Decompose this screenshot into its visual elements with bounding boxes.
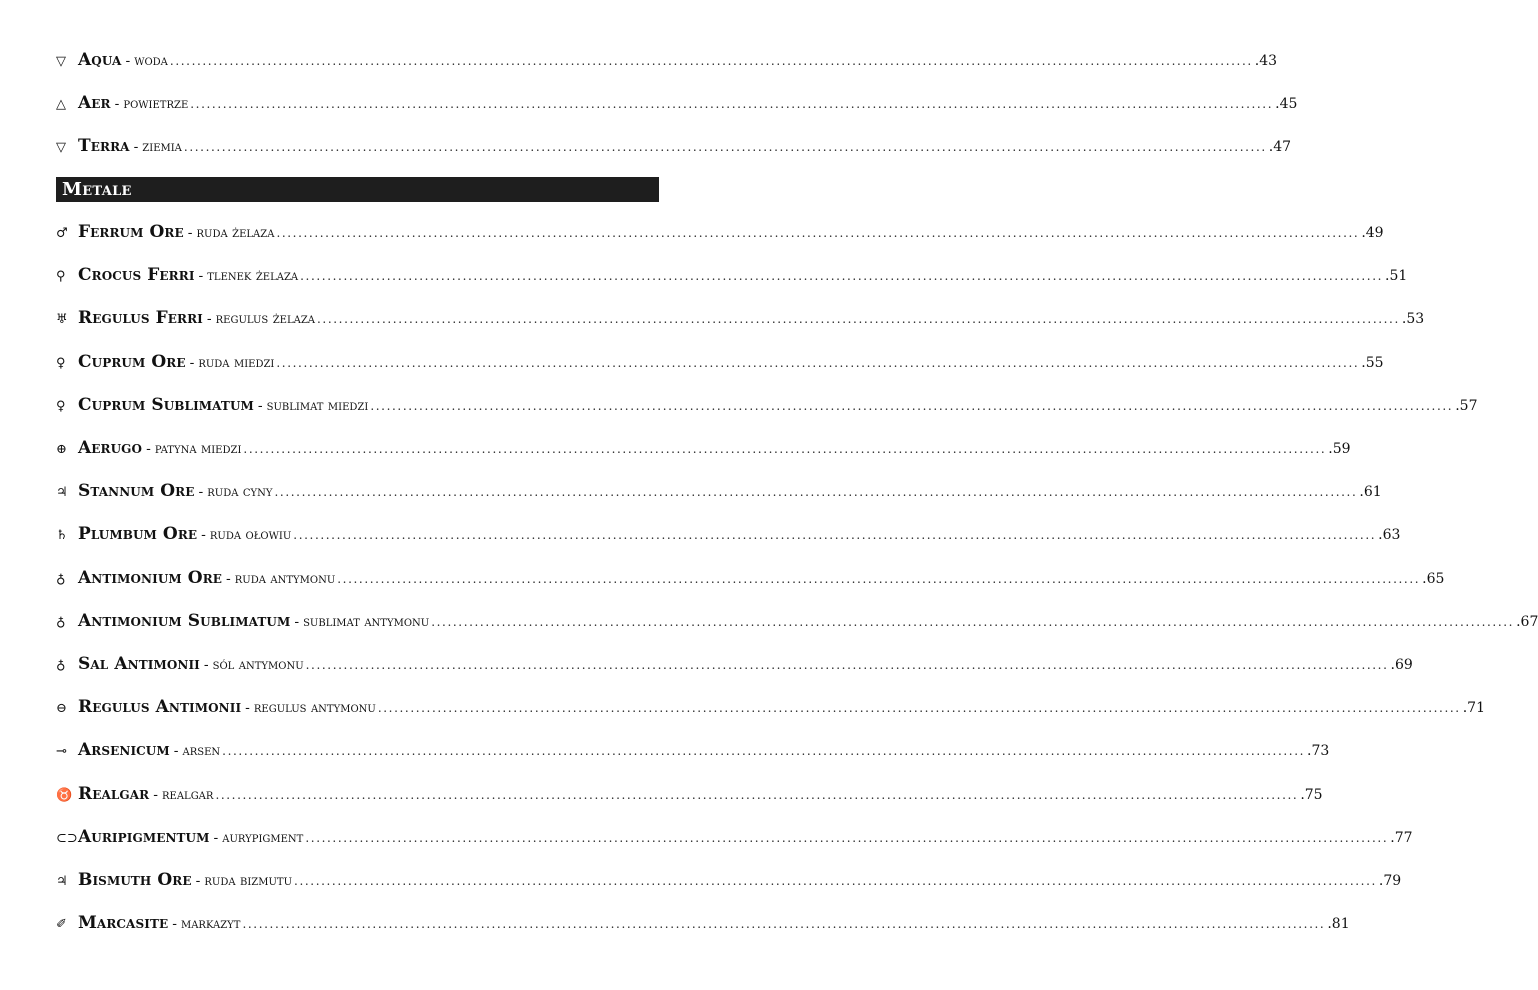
entry-page-number: .79 <box>1378 873 1402 889</box>
toc-entry[interactable] <box>56 610 1538 635</box>
dot-leader: ........................................................................................................................................................................................................ <box>183 140 1267 154</box>
entry-separator: - <box>114 96 120 112</box>
entry-page-number: .53 <box>1401 311 1425 328</box>
entry-page-number: .61 <box>1359 484 1382 501</box>
entry-separator: - <box>187 225 193 241</box>
toc-entry[interactable] <box>56 438 1351 462</box>
entry-page-number: .51 <box>1385 268 1408 285</box>
entry-page-number: .73 <box>1307 743 1330 760</box>
entry-separator: - <box>189 354 195 371</box>
dot-leader: ........................................................................................................................................................................................................ <box>300 269 1384 284</box>
dot-leader: ........................................................................................................................................................................................................ <box>243 442 1327 456</box>
regulus-antimony-icon: ⊖ <box>56 701 67 717</box>
entry-page-number: .71 <box>1462 700 1485 717</box>
entry-latin-name: Terra <box>78 136 130 156</box>
toc-entry[interactable] <box>56 654 1413 678</box>
entry-page-number: .69 <box>1390 657 1413 673</box>
iron-ore-icon: ♂ <box>56 226 68 241</box>
antimony-sublimate-icon: ♁ <box>56 614 66 630</box>
dot-leader: ........................................................................................................................................................................................................ <box>169 54 1253 68</box>
arsenic-icon: ⊸ <box>56 744 67 760</box>
dot-leader: ........................................................................................................................................................................................................ <box>276 355 1360 370</box>
section-title: Metale <box>62 179 132 200</box>
dot-leader: ........................................................................................................................................................................................................ <box>305 830 1389 845</box>
entry-latin-name: Aerugo <box>78 438 143 458</box>
entry-latin-name: Ferrum Ore <box>78 222 184 242</box>
entry-page-number: .43 <box>1254 53 1278 69</box>
entry-separator: - <box>226 570 231 587</box>
toc-entry[interactable] <box>56 394 1478 419</box>
entry-separator: - <box>257 397 263 414</box>
toc-entry[interactable] <box>56 783 1323 808</box>
toc-entry[interactable] <box>56 308 1425 332</box>
entry-separator: - <box>195 873 201 889</box>
crocus-icon: ⚲ <box>56 269 66 285</box>
entry-separator: - <box>198 484 204 501</box>
entry-polish-name: patyna miedzi <box>154 441 242 457</box>
dot-leader: ........................................................................................................................................................................................................ <box>377 701 1461 716</box>
verdigris-icon: ⊕ <box>56 442 67 457</box>
entry-polish-name: sublimat miedzi <box>266 397 369 414</box>
tin-ore-icon: ♃ <box>56 485 68 501</box>
dot-leader: ........................................................................................................................................................................................................ <box>294 874 1377 888</box>
dot-leader: ........................................................................................................................................................................................................ <box>276 226 1360 240</box>
entry-polish-name: ruda ołowiu <box>209 527 292 544</box>
entry-latin-name: Realgar <box>78 783 150 804</box>
toc-entry[interactable] <box>56 567 1445 592</box>
entry-polish-name: ruda żelaza <box>196 225 275 241</box>
toc-entry[interactable] <box>56 826 1413 851</box>
dot-leader: ........................................................................................................................................................................................................ <box>370 398 1454 413</box>
entry-page-number: .77 <box>1390 829 1413 846</box>
toc-entry[interactable] <box>56 136 1292 160</box>
entry-latin-name: Antimonium Sublimatum <box>78 610 291 631</box>
regulus-iron-icon: ♅ <box>56 312 68 328</box>
entry-separator: - <box>203 657 209 673</box>
dot-leader: ........................................................................................................................................................................................................ <box>305 658 1389 672</box>
entry-separator: - <box>294 613 300 630</box>
air-triangle-icon: △ <box>56 97 66 112</box>
entry-separator: - <box>173 743 179 760</box>
antimony-ore-icon: ♁ <box>56 571 66 587</box>
entry-page-number: .67 <box>1516 613 1538 630</box>
entry-separator: - <box>146 441 151 457</box>
entry-polish-name: ruda miedzi <box>198 354 275 371</box>
entry-latin-name: Cuprum Sublimatum <box>78 394 254 415</box>
entry-latin-name: Plumbum Ore <box>78 524 198 545</box>
entry-polish-name: arsen <box>182 743 221 760</box>
entry-latin-name: Arsenicum <box>78 740 170 761</box>
entry-page-number: .65 <box>1422 570 1445 587</box>
marcasite-icon: ✐ <box>56 917 67 933</box>
toc-entry[interactable] <box>56 351 1384 376</box>
toc-entry[interactable] <box>56 697 1485 721</box>
dot-leader: ........................................................................................................................................................................................................ <box>317 312 1400 327</box>
entry-latin-name: Auripigmentum <box>78 826 210 847</box>
triangle-down-icon: ▽ <box>56 54 66 69</box>
entry-polish-name: powietrze <box>123 96 189 112</box>
entry-page-number: .55 <box>1361 354 1384 371</box>
entry-separator: - <box>133 139 139 155</box>
dot-leader: ........................................................................................................................................................................................................ <box>242 917 1326 932</box>
entry-separator: - <box>125 53 131 69</box>
toc-entry[interactable] <box>56 913 1350 937</box>
entry-latin-name: Regulus Ferri <box>78 308 203 329</box>
dot-leader: ........................................................................................................................................................................................................ <box>337 571 1421 586</box>
entry-polish-name: regulus żelaza <box>215 311 315 328</box>
bismuth-ore-icon: ♃ <box>56 874 68 889</box>
entry-separator: - <box>198 268 204 285</box>
entry-page-number: .63 <box>1378 527 1401 544</box>
entry-page-number: .45 <box>1275 96 1298 112</box>
toc-entry[interactable] <box>56 524 1401 548</box>
realgar-icon: ♉ <box>56 787 73 803</box>
dot-leader: ........................................................................................................................................................................................................ <box>293 528 1377 543</box>
entry-page-number: .49 <box>1361 225 1384 241</box>
earth-triangle-icon: ▽ <box>56 140 66 155</box>
dot-leader: ........................................................................................................................................................................................................ <box>222 744 1306 759</box>
copper-sublimate-icon: ♀ <box>56 398 66 414</box>
entry-separator: - <box>172 916 177 933</box>
entry-separator: - <box>213 829 219 846</box>
entry-polish-name: woda <box>134 53 168 69</box>
entry-separator: - <box>201 527 206 544</box>
entry-polish-name: ruda bizmutu <box>204 873 293 889</box>
entry-latin-name: Aer <box>78 93 111 113</box>
entry-separator: - <box>245 700 250 717</box>
entry-page-number: .59 <box>1328 441 1351 457</box>
toc-entry[interactable] <box>56 50 1278 74</box>
entry-page-number: .81 <box>1327 916 1350 933</box>
entry-page-number: .75 <box>1300 786 1323 803</box>
entry-separator: - <box>153 786 158 803</box>
entry-polish-name: sublimat antymonu <box>303 613 430 630</box>
entry-latin-name: Marcasite <box>78 913 169 934</box>
toc-entry[interactable] <box>56 481 1382 505</box>
entry-polish-name: sól antymonu <box>212 657 304 673</box>
salt-antimony-icon: ♁ <box>56 658 66 673</box>
entry-latin-name: Antimonium Ore <box>78 567 223 588</box>
entry-latin-name: Stannum Ore <box>78 481 195 502</box>
lead-ore-icon: ♄ <box>56 528 68 544</box>
toc-entry[interactable] <box>56 265 1408 289</box>
entry-latin-name: Bismuth Ore <box>78 870 192 890</box>
entry-page-number: .57 <box>1455 397 1478 414</box>
entry-separator: - <box>206 311 212 328</box>
entry-polish-name: ruda antymonu <box>234 570 336 587</box>
toc-entry[interactable] <box>56 222 1384 246</box>
entry-latin-name: Cuprum Ore <box>78 351 186 372</box>
entry-polish-name: ziemia <box>142 139 182 155</box>
entry-polish-name: regulus antymonu <box>253 700 376 717</box>
entry-page-number: .47 <box>1268 139 1292 155</box>
orpiment-icon: ⊂⊃ <box>56 830 78 846</box>
entry-polish-name: markazyt <box>180 916 241 933</box>
dot-leader: ........................................................................................................................................................................................................ <box>274 485 1358 500</box>
dot-leader: ........................................................................................................................................................................................................ <box>431 614 1515 629</box>
toc-entry[interactable] <box>56 93 1298 117</box>
entry-latin-name: Regulus Antimonii <box>78 697 242 718</box>
entry-polish-name: aurypigment <box>222 829 304 846</box>
toc-entry[interactable] <box>56 870 1402 894</box>
section-header-metals <box>56 177 659 202</box>
dot-leader: ........................................................................................................................................................................................................ <box>190 97 1274 111</box>
entry-polish-name: tlenek żelaza <box>207 268 299 285</box>
entry-latin-name: Sal Antimonii <box>78 654 200 674</box>
entry-latin-name: Aqua <box>78 50 122 70</box>
entry-latin-name: Crocus Ferri <box>78 265 195 286</box>
dot-leader: ........................................................................................................................................................................................................ <box>215 787 1299 802</box>
entry-polish-name: ruda cyny <box>207 484 273 501</box>
toc-entry[interactable] <box>56 740 1330 764</box>
entry-polish-name: realgar <box>162 786 214 803</box>
copper-ore-icon: ♀ <box>56 355 66 371</box>
